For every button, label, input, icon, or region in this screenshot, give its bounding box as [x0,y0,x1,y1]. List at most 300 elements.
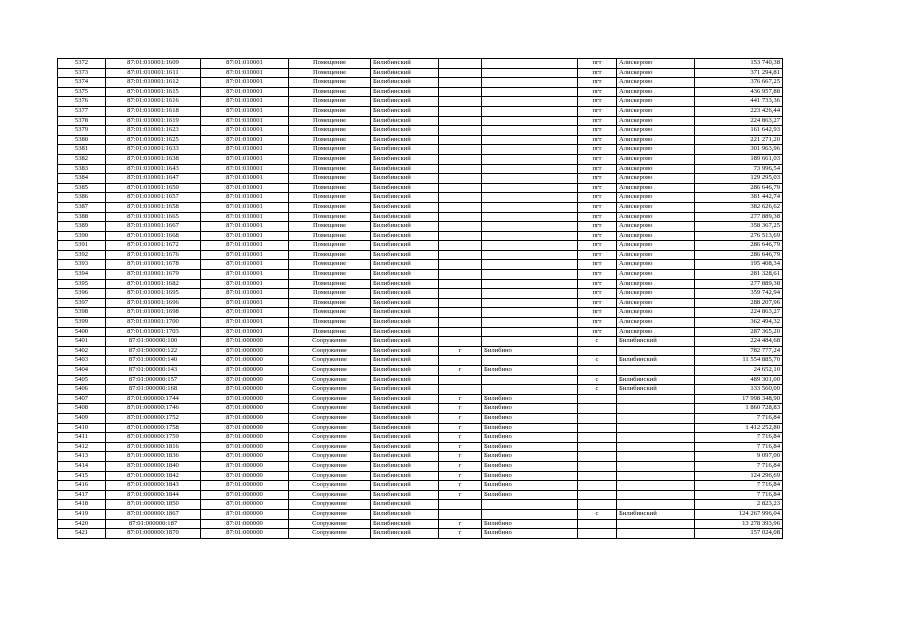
cadastral-block-cell: 87:01:010001 [201,174,289,184]
row-number-cell: 5419 [58,509,106,519]
settlement-cell [617,471,695,481]
table-row [58,375,783,385]
settlement-kind-cell [578,404,617,414]
locality-kind-cell: г [439,433,482,443]
settlement-kind-cell: пгт [578,202,617,212]
cadastral-block-cell: 87:01:000000 [201,356,289,366]
locality-kind-cell: г [439,471,482,481]
cadastral-number-cell: 87:01:010001:1676 [106,250,201,260]
locality-cell [482,308,578,318]
settlement-cell: Алискерово [617,164,695,174]
object-type-cell: Сооружение [289,385,371,395]
cadastral-value-cell: 7 716,84 [695,490,783,500]
table-row [58,308,783,318]
locality-cell [482,145,578,155]
cadastral-value-cell: 276 513,69 [695,231,783,241]
table-row [58,461,783,471]
cadastral-number-cell: 87:01:000000:1744 [106,394,201,404]
object-type-cell: Помещение [289,222,371,232]
cadastral-number-cell: 87:01:010001:1700 [106,318,201,328]
table-row [58,423,783,433]
locality-cell [482,231,578,241]
cadastral-number-cell: 87:01:000000:1836 [106,452,201,462]
table-row [58,298,783,308]
row-number-cell: 5407 [58,394,106,404]
row-number-cell: 5378 [58,116,106,126]
cadastral-block-cell: 87:01:000000 [201,509,289,519]
cadastral-number-cell: 87:01:000000:1840 [106,461,201,471]
locality-cell: Билибино [482,490,578,500]
district-cell: Билибинский [371,318,439,328]
settlement-kind-cell [578,433,617,443]
object-type-cell: Помещение [289,270,371,280]
settlement-cell [617,404,695,414]
locality-kind-cell [439,289,482,299]
district-cell: Билибинский [371,174,439,184]
cadastral-block-cell: 87:01:010001 [201,154,289,164]
cadastral-number-cell: 87:01:010001:1618 [106,106,201,116]
cadastral-number-cell: 87:01:010001:1643 [106,164,201,174]
settlement-cell: Алискерово [617,327,695,337]
locality-cell: Билибино [482,452,578,462]
cadastral-value-cell: 288 207,96 [695,298,783,308]
cadastral-value-cell: 287 365,20 [695,327,783,337]
cadastral-value-cell: 277 889,38 [695,212,783,222]
cadastral-block-cell: 87:01:010001 [201,87,289,97]
district-cell: Билибинский [371,270,439,280]
table-row [58,135,783,145]
cadastral-block-cell: 87:01:010001 [201,164,289,174]
cadastral-block-cell: 87:01:010001 [201,97,289,107]
cadastral-number-cell: 87:01:010001:1609 [106,59,201,69]
cadastral-number-cell: 87:01:000000:1759 [106,433,201,443]
row-number-cell: 5418 [58,500,106,510]
settlement-cell: Алискерово [617,174,695,184]
object-type-cell: Помещение [289,116,371,126]
row-number-cell: 5372 [58,59,106,69]
locality-cell: Билибино [482,461,578,471]
object-type-cell: Помещение [289,250,371,260]
cadastral-number-cell: 87:01:010001:1616 [106,97,201,107]
cadastral-block-cell: 87:01:000000 [201,346,289,356]
locality-kind-cell [439,126,482,136]
district-cell: Билибинский [371,145,439,155]
locality-cell: Билибино [482,442,578,452]
row-number-cell: 5377 [58,106,106,116]
cadastral-block-cell: 87:01:010001 [201,279,289,289]
district-cell: Билибинский [371,289,439,299]
cadastral-block-cell: 87:01:010001 [201,289,289,299]
settlement-kind-cell: пгт [578,270,617,280]
cadastral-block-cell: 87:01:010001 [201,78,289,88]
locality-kind-cell: г [439,529,482,539]
table-row [58,270,783,280]
object-type-cell: Сооружение [289,375,371,385]
locality-cell [482,116,578,126]
cadastral-value-cell: 436 957,88 [695,87,783,97]
district-cell: Билибинский [371,116,439,126]
settlement-kind-cell: с [578,375,617,385]
cadastral-number-cell: 87:01:010001:1665 [106,212,201,222]
cadastral-number-cell: 87:01:010001:1615 [106,87,201,97]
settlement-cell [617,452,695,462]
cadastral-number-cell: 87:01:000000:1816 [106,442,201,452]
district-cell: Билибинский [371,135,439,145]
cadastral-number-cell: 87:01:010001:1657 [106,193,201,203]
settlement-kind-cell: с [578,337,617,347]
locality-kind-cell: г [439,442,482,452]
cadastral-value-cell: 73 996,54 [695,164,783,174]
locality-cell: Билибино [482,481,578,491]
settlement-cell: Билибинский [617,337,695,347]
locality-cell: Билибино [482,423,578,433]
row-number-cell: 5397 [58,298,106,308]
cadastral-value-cell: 157 024,08 [695,529,783,539]
locality-kind-cell [439,164,482,174]
cadastral-value-cell: 2 823,23 [695,500,783,510]
settlement-cell: Алискерово [617,193,695,203]
object-type-cell: Сооружение [289,529,371,539]
object-type-cell: Сооружение [289,452,371,462]
cadastral-block-cell: 87:01:000000 [201,385,289,395]
cadastral-number-cell: 87:01:010001:1703 [106,327,201,337]
row-number-cell: 5415 [58,471,106,481]
settlement-cell [617,519,695,529]
locality-kind-cell [439,116,482,126]
cadastral-block-cell: 87:01:010001 [201,126,289,136]
object-type-cell: Сооружение [289,509,371,519]
settlement-kind-cell [578,366,617,376]
row-number-cell: 5395 [58,279,106,289]
settlement-cell: Алискерово [617,260,695,270]
table-row [58,385,783,395]
locality-cell: Билибино [482,404,578,414]
cadastral-value-cell: 161 642,93 [695,126,783,136]
table-row [58,202,783,212]
settlement-kind-cell [578,490,617,500]
settlement-cell [617,413,695,423]
district-cell: Билибинский [371,164,439,174]
district-cell: Билибинский [371,337,439,347]
cadastral-number-cell: 87:01:000000:187 [106,519,201,529]
district-cell: Билибинский [371,154,439,164]
locality-kind-cell [439,59,482,69]
locality-kind-cell [439,356,482,366]
locality-kind-cell [439,193,482,203]
settlement-cell: Алискерово [617,279,695,289]
locality-kind-cell [439,106,482,116]
cadastral-number-cell: 87:01:010001:1667 [106,222,201,232]
table-row [58,509,783,519]
settlement-kind-cell [578,346,617,356]
cadastral-value-cell: 24 652,10 [695,366,783,376]
cadastral-block-cell: 87:01:000000 [201,500,289,510]
settlement-cell: Алискерово [617,308,695,318]
locality-cell [482,250,578,260]
district-cell: Билибинский [371,375,439,385]
locality-kind-cell [439,260,482,270]
cadastral-number-cell: 87:01:000000:1850 [106,500,201,510]
settlement-cell: Алискерово [617,87,695,97]
cadastral-block-cell: 87:01:010001 [201,212,289,222]
settlement-cell [617,461,695,471]
settlement-cell [617,490,695,500]
settlement-cell: Алискерово [617,231,695,241]
cadastral-value-cell: 441 733,36 [695,97,783,107]
cadastral-block-cell: 87:01:010001 [201,250,289,260]
locality-kind-cell [439,375,482,385]
row-number-cell: 5410 [58,423,106,433]
district-cell: Билибинский [371,442,439,452]
row-number-cell: 5406 [58,385,106,395]
district-cell: Билибинский [371,519,439,529]
settlement-cell: Алискерово [617,154,695,164]
object-type-cell: Помещение [289,126,371,136]
cadastral-block-cell: 87:01:010001 [201,327,289,337]
settlement-kind-cell: пгт [578,193,617,203]
locality-kind-cell: г [439,481,482,491]
cadastral-number-cell: 87:01:000000:1758 [106,423,201,433]
settlement-kind-cell [578,529,617,539]
object-type-cell: Помещение [289,212,371,222]
settlement-cell: Алискерово [617,270,695,280]
locality-cell [482,385,578,395]
district-cell: Билибинский [371,78,439,88]
settlement-cell: Алискерово [617,145,695,155]
table-row [58,164,783,174]
cadastral-value-cell: 359 742,94 [695,289,783,299]
row-number-cell: 5382 [58,154,106,164]
cadastral-value-cell: 376 667,25 [695,78,783,88]
cadastral-number-cell: 87:01:010001:1611 [106,68,201,78]
locality-cell: Билибино [482,346,578,356]
district-cell: Билибинский [371,509,439,519]
locality-kind-cell [439,231,482,241]
cadastral-value-cell: 7 716,84 [695,461,783,471]
settlement-kind-cell: пгт [578,327,617,337]
object-type-cell: Сооружение [289,404,371,414]
settlement-kind-cell [578,471,617,481]
district-cell: Билибинский [371,452,439,462]
cadastral-number-cell: 87:01:010001:1695 [106,289,201,299]
settlement-cell: Алискерово [617,106,695,116]
locality-cell [482,174,578,184]
cadastral-value-cell: 362 494,32 [695,318,783,328]
table-row [58,404,783,414]
district-cell: Билибинский [371,260,439,270]
district-cell: Билибинский [371,327,439,337]
row-number-cell: 5383 [58,164,106,174]
object-type-cell: Сооружение [289,471,371,481]
cadastral-block-cell: 87:01:000000 [201,461,289,471]
object-type-cell: Сооружение [289,490,371,500]
cadastral-number-cell: 87:01:000000:1752 [106,413,201,423]
settlement-kind-cell: пгт [578,260,617,270]
cadastral-block-cell: 87:01:010001 [201,59,289,69]
district-cell: Билибинский [371,250,439,260]
settlement-kind-cell: пгт [578,164,617,174]
cadastral-block-cell: 87:01:010001 [201,270,289,280]
settlement-kind-cell: пгт [578,97,617,107]
locality-cell [482,183,578,193]
settlement-kind-cell: с [578,385,617,395]
settlement-kind-cell: пгт [578,126,617,136]
object-type-cell: Сооружение [289,423,371,433]
cadastral-number-cell: 87:01:000000:140 [106,356,201,366]
object-type-cell: Помещение [289,260,371,270]
settlement-cell [617,394,695,404]
object-type-cell: Помещение [289,59,371,69]
settlement-kind-cell: пгт [578,183,617,193]
cadastral-block-cell: 87:01:010001 [201,260,289,270]
settlement-kind-cell: пгт [578,78,617,88]
cadastral-block-cell: 87:01:010001 [201,222,289,232]
cadastral-number-cell: 87:01:000000:143 [106,366,201,376]
district-cell: Билибинский [371,298,439,308]
object-type-cell: Помещение [289,231,371,241]
cadastral-number-cell: 87:01:010001:1619 [106,116,201,126]
object-type-cell: Помещение [289,298,371,308]
settlement-cell: Алискерово [617,183,695,193]
cadastral-value-cell: 129 295,03 [695,174,783,184]
locality-kind-cell: г [439,423,482,433]
object-type-cell: Помещение [289,241,371,251]
cadastral-block-cell: 87:01:010001 [201,68,289,78]
settlement-cell: Билибинский [617,356,695,366]
table-row [58,289,783,299]
object-type-cell: Помещение [289,308,371,318]
cadastral-number-cell: 87:01:000000:1842 [106,471,201,481]
locality-kind-cell [439,500,482,510]
district-cell: Билибинский [371,126,439,136]
cadastral-value-cell: 7 716,84 [695,442,783,452]
cadastral-value-cell: 133 560,00 [695,385,783,395]
table-row [58,433,783,443]
object-type-cell: Сооружение [289,356,371,366]
settlement-kind-cell: пгт [578,116,617,126]
settlement-cell: Алискерово [617,298,695,308]
object-type-cell: Сооружение [289,413,371,423]
object-type-cell: Помещение [289,97,371,107]
cadastral-value-cell: 782 777,24 [695,346,783,356]
settlement-cell [617,481,695,491]
object-type-cell: Сооружение [289,461,371,471]
cadastral-value-cell: 124 296,69 [695,471,783,481]
object-type-cell: Помещение [289,106,371,116]
settlement-cell: Алискерово [617,97,695,107]
cadastral-block-cell: 87:01:000000 [201,404,289,414]
table-row [58,442,783,452]
settlement-cell: Алискерово [617,68,695,78]
row-number-cell: 5408 [58,404,106,414]
table-row [58,490,783,500]
locality-cell [482,126,578,136]
settlement-cell: Алискерово [617,135,695,145]
object-type-cell: Помещение [289,193,371,203]
locality-cell [482,202,578,212]
locality-cell [482,135,578,145]
cadastral-value-cell: 286 646,79 [695,250,783,260]
cadastral-block-cell: 87:01:000000 [201,452,289,462]
locality-cell: Билибино [482,471,578,481]
cadastral-value-cell: 1 860 728,83 [695,404,783,414]
settlement-kind-cell [578,481,617,491]
cadastral-value-cell: 224 863,27 [695,116,783,126]
settlement-kind-cell: пгт [578,289,617,299]
district-cell: Билибинский [371,461,439,471]
cadastral-number-cell: 87:01:000000:1843 [106,481,201,491]
locality-kind-cell [439,308,482,318]
locality-cell [482,164,578,174]
cadastral-value-cell: 281 328,61 [695,270,783,280]
object-type-cell: Помещение [289,318,371,328]
locality-cell [482,270,578,280]
table-row [58,126,783,136]
district-cell: Билибинский [371,183,439,193]
district-cell: Билибинский [371,202,439,212]
row-number-cell: 5392 [58,250,106,260]
locality-cell [482,59,578,69]
locality-cell [482,327,578,337]
settlement-cell: Алискерово [617,126,695,136]
district-cell: Билибинский [371,97,439,107]
district-cell: Билибинский [371,356,439,366]
row-number-cell: 5413 [58,452,106,462]
district-cell: Билибинский [371,433,439,443]
district-cell: Билибинский [371,87,439,97]
table-row [58,250,783,260]
row-number-cell: 5376 [58,97,106,107]
settlement-cell: Билибинский [617,509,695,519]
cadastral-number-cell: 87:01:010001:1647 [106,174,201,184]
cadastral-number-cell: 87:01:010001:1696 [106,298,201,308]
object-type-cell: Помещение [289,68,371,78]
cadastral-number-cell: 87:01:000000:157 [106,375,201,385]
cadastral-block-cell: 87:01:000000 [201,442,289,452]
cadastral-block-cell: 87:01:000000 [201,366,289,376]
settlement-kind-cell: пгт [578,135,617,145]
object-type-cell: Помещение [289,327,371,337]
locality-kind-cell [439,212,482,222]
locality-kind-cell [439,298,482,308]
table-row [58,174,783,184]
object-type-cell: Помещение [289,145,371,155]
table-row [58,346,783,356]
settlement-kind-cell [578,500,617,510]
object-type-cell: Помещение [289,87,371,97]
row-number-cell: 5393 [58,260,106,270]
cadastral-block-cell: 87:01:010001 [201,231,289,241]
object-type-cell: Сооружение [289,394,371,404]
locality-kind-cell: г [439,452,482,462]
district-cell: Билибинский [371,423,439,433]
cadastral-number-cell: 87:01:010001:1633 [106,145,201,155]
row-number-cell: 5380 [58,135,106,145]
row-number-cell: 5394 [58,270,106,280]
locality-kind-cell [439,68,482,78]
cadastral-number-cell: 87:01:010001:1658 [106,202,201,212]
locality-kind-cell: г [439,366,482,376]
settlement-kind-cell [578,461,617,471]
locality-cell: Билибино [482,433,578,443]
settlement-cell [617,366,695,376]
settlement-kind-cell: пгт [578,87,617,97]
cadastral-block-cell: 87:01:000000 [201,529,289,539]
settlement-kind-cell: с [578,509,617,519]
settlement-cell: Алискерово [617,250,695,260]
district-cell: Билибинский [371,231,439,241]
row-number-cell: 5417 [58,490,106,500]
